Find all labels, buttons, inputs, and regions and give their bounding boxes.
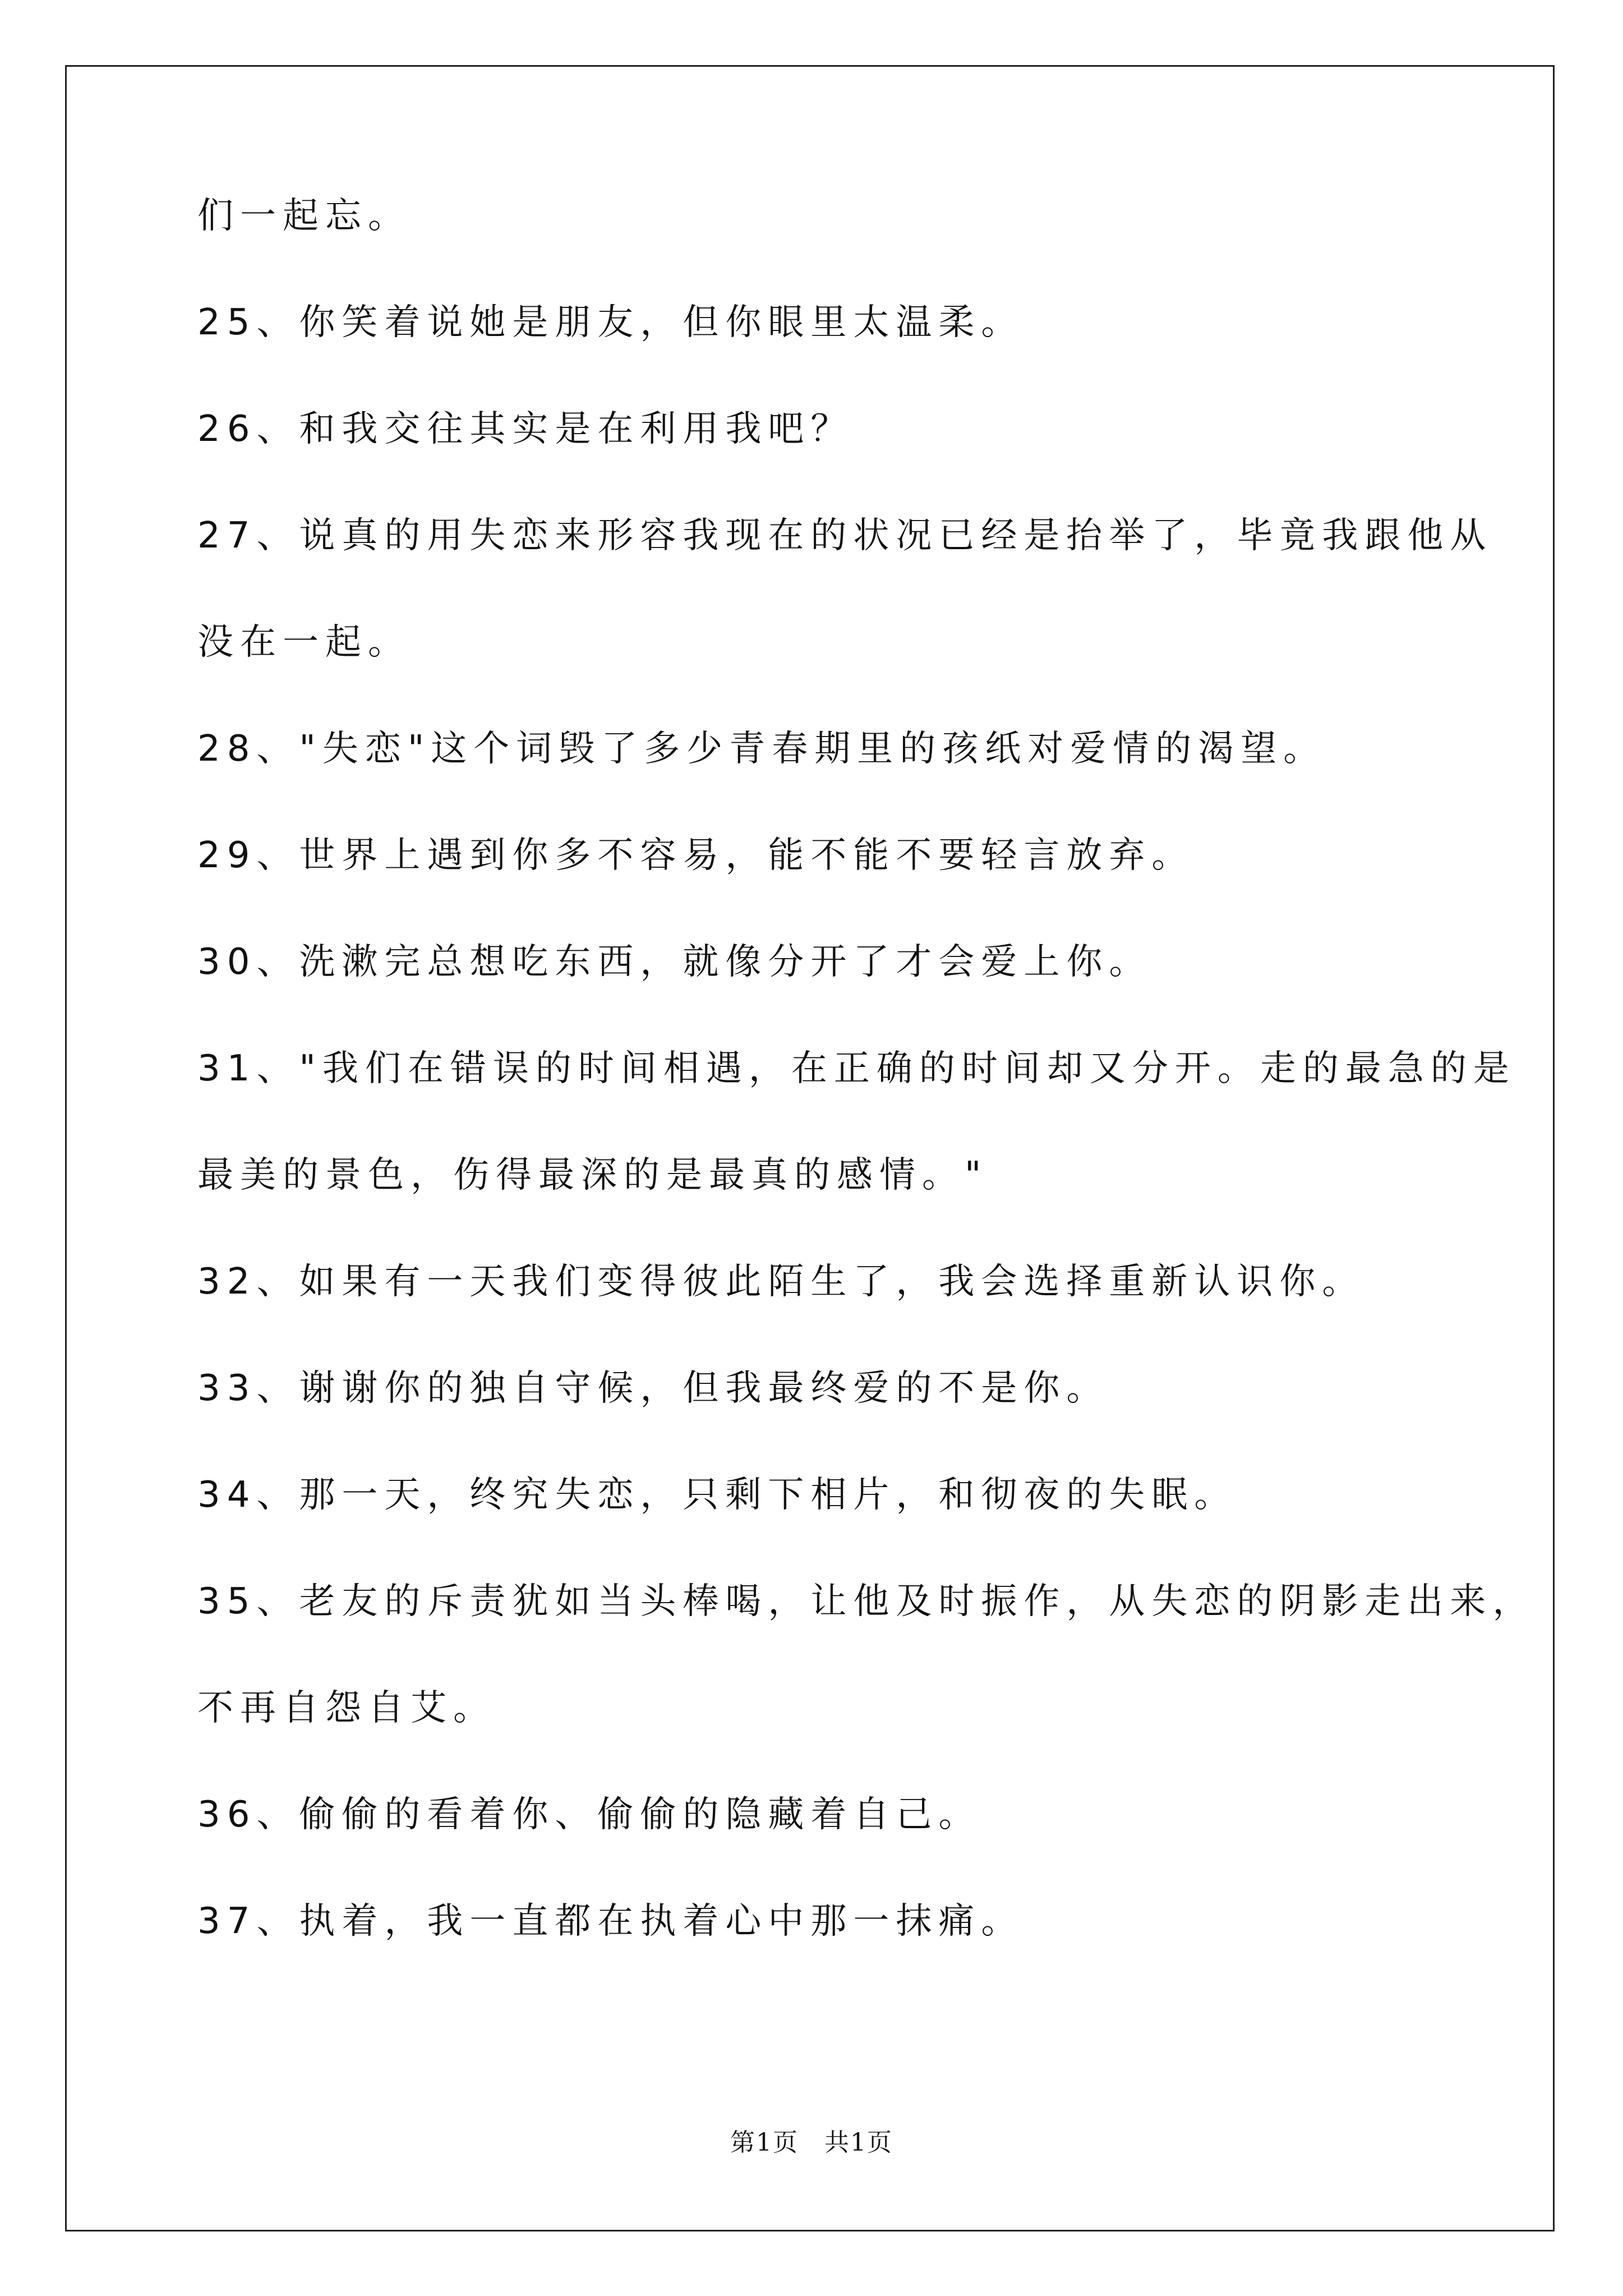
text-line: 37、执着，我一直都在执着心中那一抹痛。 xyxy=(197,1901,1024,1942)
text-line: 27、说真的用失恋来形容我现在的状况已经是抬举了，毕竟我跟他从 xyxy=(197,515,1493,556)
text-line: 31、"我们在错误的时间相遇，在正确的时间却又分开。走的最急的是 xyxy=(197,1048,1516,1089)
text-line: 25、你笑着说她是朋友，但你眼里太温柔。 xyxy=(197,302,1024,343)
text-line: 30、洗漱完总想吃东西，就像分开了才会爱上你。 xyxy=(197,941,1152,983)
text-line: 33、谢谢你的独自守候，但我最终爱的不是你。 xyxy=(197,1368,1109,1409)
text-line: 35、老友的斥责犹如当头棒喝，让他及时振作，从失恋的阴影走出来， xyxy=(197,1581,1536,1622)
text-line: 29、世界上遇到你多不容易，能不能不要轻言放弃。 xyxy=(197,835,1195,876)
text-line: 最美的景色，伤得最深的是最真的感情。" xyxy=(197,1154,988,1196)
text-line: 26、和我交往其实是在利用我吧？ xyxy=(197,408,854,450)
text-line: 28、"失恋"这个词毁了多少青春期里的孩纸对爱情的渴望。 xyxy=(197,728,1326,770)
text-line: 36、偷偷的看着你、偷偷的隐藏着自己。 xyxy=(197,1794,981,1835)
text-line: 34、那一天，终究失恋，只剩下相片，和彻夜的失眠。 xyxy=(197,1474,1237,1516)
text-line: 不再自怨自艾。 xyxy=(197,1687,496,1729)
text-line: 32、如果有一天我们变得彼此陌生了，我会选择重新认识你。 xyxy=(197,1261,1365,1303)
text-line: 们一起忘。 xyxy=(197,195,411,237)
text-line: 没在一起。 xyxy=(197,622,411,663)
page-footer: 第1页 共1页 xyxy=(730,2128,893,2157)
